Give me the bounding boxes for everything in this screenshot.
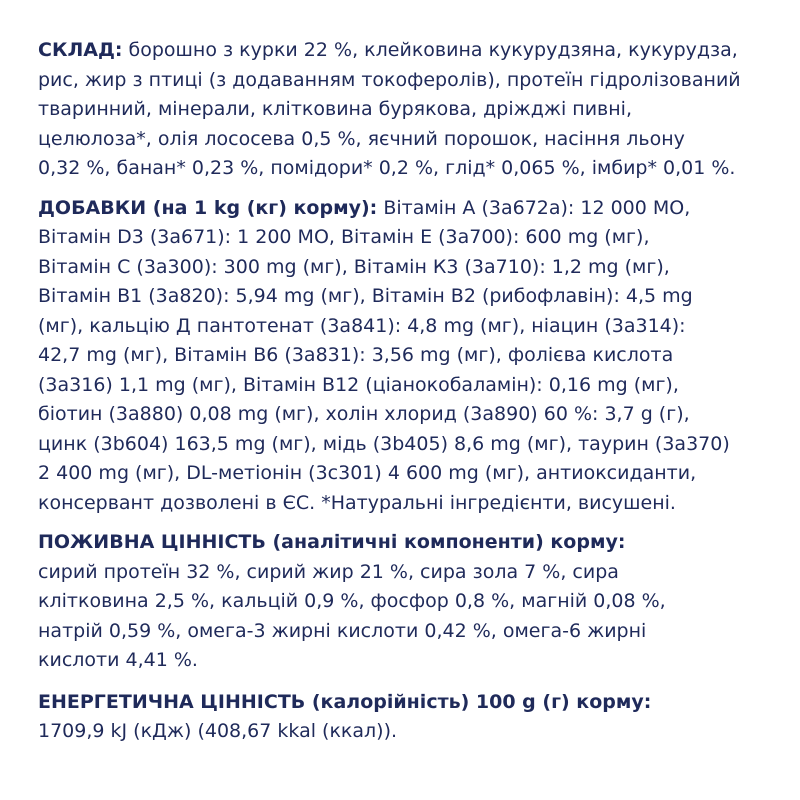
energy-heading: ЕНЕРГЕТИЧНА ЦІННІСТЬ (калорійність) 100 g (г) корму: bbox=[38, 690, 652, 713]
composition-line-4: целюлоза*, олія лососева 0,5 %, яєчний порошок, насіння льону bbox=[38, 127, 685, 150]
energy-section bbox=[38, 688, 762, 747]
nutrition-line-4: кислоти 4,41 %. bbox=[38, 649, 198, 671]
additives-line-6: 42,7 mg (мг), Вітамін В6 (3a831): 3,56 mg (мг), фолієва кислота bbox=[38, 344, 674, 366]
composition-line-3: тваринний, мінерали, клітковина бурякова, дріжджі пивні, bbox=[38, 98, 633, 120]
additives-line-11: консервант дозволені в ЄС. *Натуральні інгредієнти, висушені. bbox=[38, 491, 676, 514]
additives-line-7: (3a316) 1,1 mg (мг), Вітамін В12 (ціанокобаламін): 0,16 mg (мг), bbox=[38, 373, 679, 396]
additives-section bbox=[38, 194, 762, 519]
additives-line-9: цинк (3b604) 163,5 mg (мг), мідь (3b405) 8,6 mg (мг), таурин (3a370) bbox=[38, 432, 730, 455]
additives-line-10: 2 400 mg (мг), DL-метіонін (3c301) 4 600 mg (мг), антиоксиданти, bbox=[38, 462, 697, 484]
additives-line-5: (мг), кальцію Д пантотенат (3a841): 4,8 mg (мг), ніацин (3a314): bbox=[38, 314, 686, 337]
nutrition-heading: ПОЖИВНА ЦІННІСТЬ (аналітичні компоненти) корму: bbox=[38, 531, 626, 553]
additives-line-8: біотин (3a880) 0,08 mg (мг), холін хлорид (3a890) 60 %: 3,7 g (г), bbox=[38, 403, 690, 425]
composition-text: борошно з курки 22 %, клейковина кукурудзяна, кукурудза, bbox=[122, 39, 738, 61]
additives-heading: ДОБАВКИ (на 1 kg (кг) корму): bbox=[38, 196, 378, 219]
nutrition-line-3: натрій 0,59 %, омега-3 жирні кислоти 0,42 %, омега-6 жирні bbox=[38, 619, 647, 642]
energy-line-1: 1709,9 kJ (кДж) (408,67 kkal (ккал)). bbox=[38, 720, 398, 742]
nutrition-line-1: сирий протеїн 32 %, сирий жир 21 %, сира зола 7 %, сира bbox=[38, 560, 619, 583]
nutrition-line-2: клітковина 2,5 %, кальцій 0,9 %, фосфор 0,8 %, магній 0,08 %, bbox=[38, 590, 666, 612]
nutrition-section bbox=[38, 528, 762, 676]
composition-section bbox=[38, 36, 762, 184]
additives-text: Вітамін А (3a672a): 12 000 МО, bbox=[377, 196, 691, 219]
composition-line-1 bbox=[38, 36, 762, 66]
composition-line-2: рис, жир з птиці (з додаванням токоферолів), протеїн гідролізований bbox=[38, 68, 741, 91]
composition-heading: СКЛАД: bbox=[38, 39, 123, 61]
additives-line-4: Вітамін В1 (3a820): 5,94 mg (мг), Вітамін В2 (рибофлавін): 4,5 mg bbox=[38, 285, 693, 307]
additives-line-3: Вітамін С (3a300): 300 mg (мг), Вітамін К3 (3a710): 1,2 mg (мг), bbox=[38, 255, 670, 278]
additives-line-2: Вітамін D3 (3a671): 1 200 МО, Вітамін E (3a700): 600 mg (мг), bbox=[38, 226, 650, 248]
additives-line-1 bbox=[38, 194, 762, 224]
composition-line-5: 0,32 %, банан* 0,23 %, помідори* 0,2 %, глід* 0,065 %, імбир* 0,01 %. bbox=[38, 157, 736, 179]
